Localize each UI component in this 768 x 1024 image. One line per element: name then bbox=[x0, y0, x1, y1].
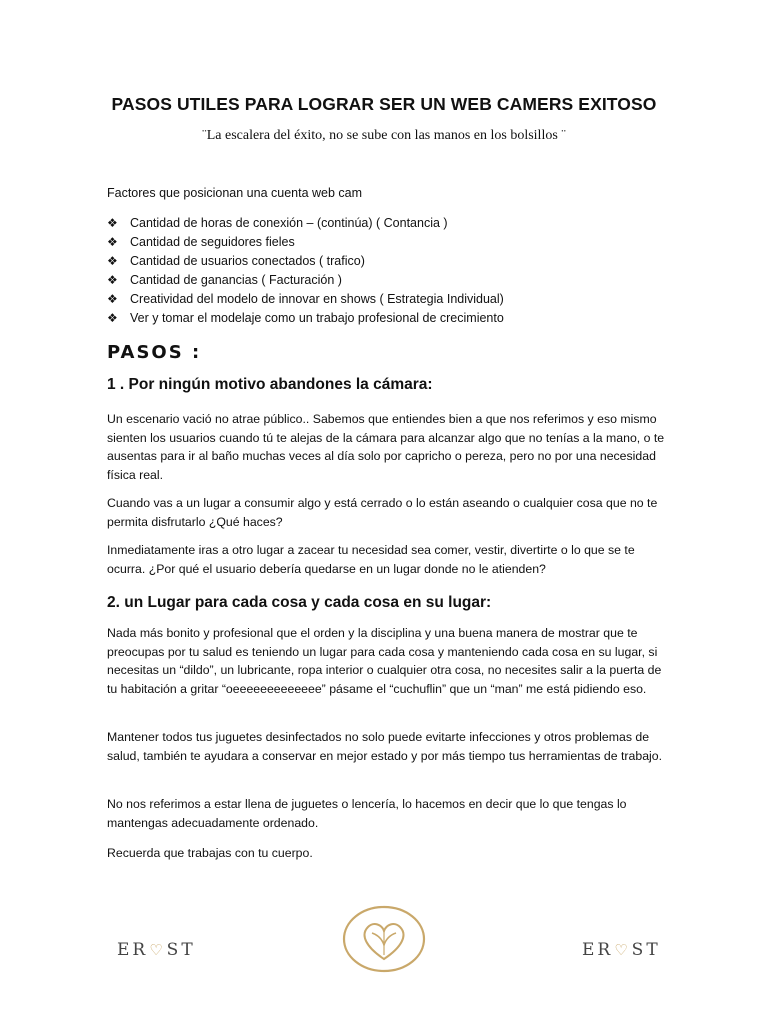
diamond-bullet-icon: ❖ bbox=[107, 235, 118, 249]
pasos-heading: PASOS : bbox=[107, 342, 202, 363]
section-2-paragraph-2: Mantener todos tus juguetes desinfectados no solo puede evitarte infecciones y otros problemas de salud, también te ayudara a conservar en mejor estado y por más tiempo tus herramientas de trabajo. bbox=[107, 730, 663, 763]
diamond-bullet-icon: ❖ bbox=[107, 216, 118, 230]
factors-list bbox=[107, 214, 504, 328]
section-2-heading: 2. un Lugar para cada cosa y cada cosa en su lugar: bbox=[107, 594, 492, 611]
document-subtitle-quote: ¨La escalera del éxito, no se sube con las manos en los bolsillos ¨ bbox=[202, 128, 566, 143]
section-1-paragraph-2: Cuando vas a un lugar a consumir algo y está cerrado o lo están aseando o cualquier cosa que no te permita disfrutarlo ¿Qué haces? bbox=[107, 496, 658, 529]
list-item: ❖ Cantidad de horas de conexión – (continúa) ( Contancia ) bbox=[107, 214, 504, 233]
section-2-paragraph-3: No nos referimos a estar llena de juguetes o lencería, lo hacemos en decir que lo que tengas lo mantengas adecuadamente ordenado. bbox=[107, 797, 627, 830]
erost-logo-right: ER ♡ ST bbox=[582, 940, 661, 960]
diamond-bullet-icon: ❖ bbox=[107, 273, 118, 287]
list-item: ❖ Creatividad del modelo de innovar en shows ( Estrategia Individual) bbox=[107, 290, 504, 309]
diamond-bullet-icon: ❖ bbox=[107, 254, 118, 268]
diamond-bullet-icon: ❖ bbox=[107, 311, 118, 325]
heart-icon: ♡ bbox=[149, 941, 166, 959]
section-2-paragraph-4: Recuerda que trabajas con tu cuerpo. bbox=[107, 846, 313, 860]
list-item: ❖ Ver y tomar el modelaje como un trabajo profesional de crecimiento bbox=[107, 309, 504, 328]
heart-icon: ♡ bbox=[614, 941, 631, 959]
erost-logo-left: ER ♡ ST bbox=[117, 940, 196, 960]
document-title: PASOS UTILES PARA LOGRAR SER UN WEB CAMERS EXITOSO bbox=[111, 94, 657, 114]
list-item: ❖ Cantidad de ganancias ( Facturación ) bbox=[107, 271, 504, 290]
section-2-paragraph-1: Nada más bonito y profesional que el orden y la disciplina y una buena manera de mostrar que te preocupas por tu salud es teniendo un lugar para cada cosa y manteniendo cada cosa en su lugar, si necesitas un “dildo”, un lubricante, ropa interior o cualquier otra cosa, no necesites salir a la puerta de tu habitación a gritar “oeeeeeeeeeeeee” pásame el “cuchuflin” que un “man” me está pidiendo eso. bbox=[107, 626, 662, 696]
list-item: ❖ Cantidad de usuarios conectados ( trafico) bbox=[107, 252, 504, 271]
section-1-paragraph-1: Un escenario vació no atrae público.. Sabemos que entiendes bien a que nos referimos y eso mismo sienten los usuarios cuando tú te alejas de la cámara para alcanzar algo que no tenías a la mano, o te ausentas para ir al baño muchas veces al día solo por capricho o pereza, pero no por una necesidad física real. bbox=[107, 412, 665, 482]
section-1-paragraph-3: Inmediatamente iras a otro lugar a zacear tu necesidad sea comer, vestir, divertirte o lo que se te ocurra. ¿Por qué el usuario debería quedarse en un lugar donde no le atienden? bbox=[107, 543, 635, 576]
heart-emblem-logo bbox=[342, 905, 426, 973]
factors-intro: Factores que posicionan una cuenta web cam bbox=[107, 186, 363, 200]
section-1-heading: 1 . Por ningún motivo abandones la cámara: bbox=[107, 376, 433, 393]
diamond-bullet-icon: ❖ bbox=[107, 292, 118, 306]
list-item: ❖ Cantidad de seguidores fieles bbox=[107, 233, 504, 252]
